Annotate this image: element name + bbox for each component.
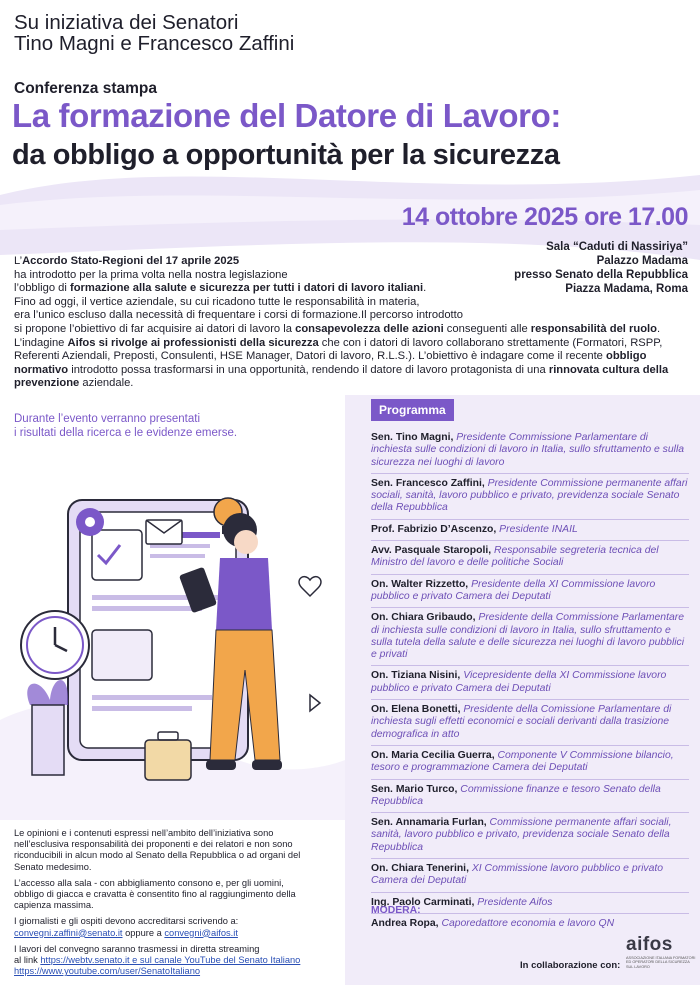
collab-label: In collaborazione con:	[520, 960, 621, 971]
dress-code-text: L’accesso alla sala - con abbigliamento consono e, per gli uomini, obbligo di giacca e cravatta è consentito fino al raggiungimento della capienza massima.	[14, 877, 296, 911]
aifos-logo	[626, 934, 696, 969]
youtube-url-link[interactable]: https://www.youtube.com/user/SenatoItaliano	[14, 966, 201, 977]
venue-line: presso Senato della Repubblica	[514, 269, 688, 281]
programma-list	[371, 432, 689, 918]
speaker-item: Avv. Pasquale Staropoli, Responsabile segreteria tecnica del Ministro del lavoro e delle politiche Sociali	[371, 545, 689, 575]
page-subtitle: da obbligo a opportunità per la sicurezza	[12, 139, 560, 171]
speaker-item: On. Chiara Tenerini, XI Commissione lavoro pubblico e privato Camera dei Deputati	[371, 863, 689, 893]
speaker-item: Prof. Fabrizio D’Ascenzo, Presidente INAIL	[371, 524, 689, 541]
highlight-text: Durante l’evento verranno presentati i risultati della ricerca e le evidenze emerse.	[14, 413, 238, 439]
venue-line: Sala “Caduti di Nassiriya”	[546, 241, 688, 253]
speaker-item: On. Tiziana Nisini, Vicepresidente della XI Commissione lavoro pubblico e privato Camera dei Deputati	[371, 670, 689, 700]
press-label: Conferenza stampa	[14, 80, 157, 97]
youtube-channel-link[interactable]: e sul canale YouTube del Senato Italiano	[129, 955, 301, 966]
initiative-heading	[14, 12, 294, 54]
clock-icon	[21, 611, 89, 679]
accreditation-text: I giornalisti e gli ospiti devono accreditarsi scrivendo a: convegni.zaffini@senato.it oppure a convegni@aifos.it	[14, 916, 239, 938]
logo-subtitle: ASSOCIAZIONE ITALIANA FORMATORI ED OPERATORI DELLA SICUREZZA SUL LAVORO	[626, 956, 696, 969]
speaker-item: Sen. Francesco Zaffini, Presidente Commissione permanente affari sociali, sanità, lavoro pubblico e privato, previdenza sociale Senato della Repubblica	[371, 478, 689, 520]
moderator	[371, 905, 614, 930]
speaker-item: On. Walter Rizzetto, Presidente della XI Commissione lavoro pubblico e privato Camera dei Deputati	[371, 579, 689, 609]
disclaimer-text: Le opinioni e i contenuti espressi nell’ambito dell’iniziativa sono nell’esclusiva responsabilità dei proponenti e dei relatori e non sono riconducibili in alcun modo al Senato della Repubblica o ad organi del Senato medesimo.	[14, 828, 301, 872]
webtv-link[interactable]: https://webtv.senato.it	[40, 955, 130, 966]
page-title: La formazione del Datore di Lavoro:	[12, 97, 561, 134]
moderator-label: MODERA:	[371, 905, 421, 916]
speaker-item: Sen. Mario Turco, Commissione finanze e tesoro Senato della Repubblica	[371, 784, 689, 814]
moderator-role: Caporedattore economia e lavoro QN	[438, 917, 615, 929]
programma-badge: Programma	[371, 399, 454, 421]
heart-icon	[299, 577, 321, 596]
email-link-aifos[interactable]: convegni@aifos.it	[164, 927, 238, 938]
speaker-item: On. Chiara Gribaudo, Presidente della Commissione Parlamentare di inchiesta sulle condizioni di lavoro in Italia, sullo sfruttamento e sulla tutela della salute e delle sicurezza nei luoghi di lavoro pubblici e privati	[371, 612, 689, 666]
speaker-item: Ing. Paolo Carminati, Presidente Aifos	[371, 897, 689, 914]
event-date: 14 ottobre 2025 ore 17.00	[401, 203, 688, 231]
illustration-woman-tablet	[10, 460, 355, 795]
speaker-item: On. Elena Bonetti, Presidente della Comissione Parlamentare di inchiesta sugli effetti economici e sociali derivanti dalla trasizione demografica in atto	[371, 704, 689, 746]
initiative-line-2: Tino Magni e Francesco Zaffini	[14, 32, 295, 55]
email-link-zaffini[interactable]: convegni.zaffini@senato.it	[14, 927, 123, 938]
intro-text: L’Accordo Stato-Regioni del 17 aprile 2025 ha introdotto per la prima volta nella nostra legislazione l’obbligo di formazione alla salute e sicurezza per tutti i datori di lavoro italiani. Fino ad oggi, il vertice aziendale, su cui ricadono tutte le responsabilità in materia, era l’unico escluso dalla necessità di frequentare i corsi di formazione.Il percorso introdotto si propone l’obiettivo di far acquisire ai datori di lavoro la consapevolezza delle azioni conseguenti alle responsabilità del ruolo. L’indagine Aifos si rivolge ai professionisti della sicurezza che con i datori di lavoro collaborano strettamente (Formatori, RSPP, Referenti Aziendali, Preposti, Consulenti, HSE Manager, Datori di lavoro, R.L.S.). L’obiettivo è indagare come il recente obbligo normativo introdotto possa trasformarsi in una opportunità, rendendo il datore di lavoro protagonista di una rinnovata cultura della prevenzione aziendale.	[14, 255, 669, 390]
notes	[14, 828, 314, 982]
streaming-text: I lavori del convegno saranno trasmessi in diretta streaming al link https://webtv.senato.it e sul canale YouTube del Senato Italiano https://www.youtube.com/user/SenatoItaliano	[14, 943, 301, 977]
venue-line: Palazzo Madama	[596, 255, 688, 267]
moderator-name: Andrea Ropa,	[371, 917, 439, 929]
speaker-item: Sen. Annamaria Furlan, Commissione permanente affari sociali, sanità, lavoro pubblico e privato, previdenza sociale Senato della Repubblica	[371, 817, 689, 859]
speaker-item: Sen. Tino Magni, Presidente Commissione Parlamentare di inchiesta sulle condizioni di lavoro in Italia, sullo sfruttamento e sulla sicurezza nei luoghi di lavoro	[371, 432, 689, 474]
logo-text: aifos	[626, 934, 673, 955]
initiative-line-1: Su iniziativa dei Senatori	[14, 11, 239, 34]
gear-icon	[76, 508, 104, 536]
venue-line: Piazza Madama, Roma	[565, 283, 688, 295]
speaker-item: On. Maria Cecilia Guerra, Componente V Commissione bilancio, tesoro e programmazione Camera dei Deputati	[371, 750, 689, 780]
